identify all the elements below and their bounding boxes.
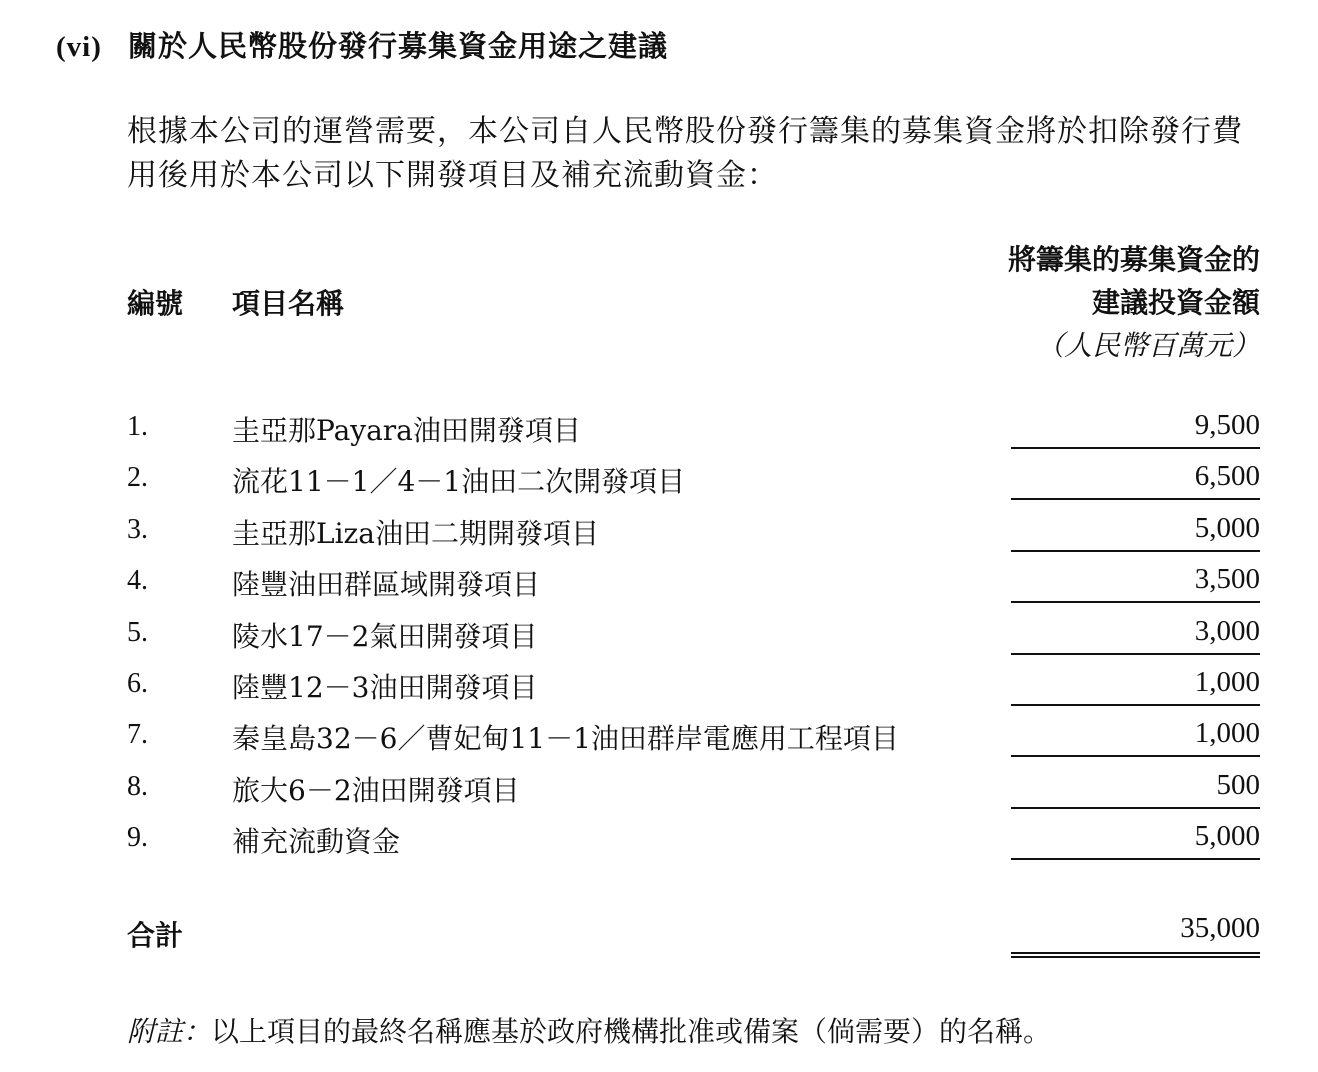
row-project-name: 陸豐12－3油田開發項目 — [232, 670, 538, 704]
table-row — [0, 715, 1318, 766]
table-row — [0, 407, 1318, 458]
row-amount: 5,000 — [1011, 820, 1260, 860]
row-number: 8. — [127, 770, 148, 802]
row-amount: 3,000 — [1011, 615, 1260, 655]
row-project-name: 補充流動資金 — [232, 825, 401, 859]
row-amount: 500 — [1011, 769, 1260, 809]
row-number: 9. — [127, 822, 148, 854]
column-header-amount-line2: 建議投資金額 — [1091, 286, 1260, 319]
row-project-name: 陵水17－2氣田開發項目 — [232, 619, 538, 653]
row-amount: 5,000 — [1011, 512, 1260, 552]
table-row — [0, 613, 1318, 664]
row-amount: 3,500 — [1011, 563, 1260, 603]
row-number: 6. — [127, 667, 148, 699]
row-project-name: 旅大6－2油田開發項目 — [232, 773, 520, 807]
total-label: 合計 — [127, 919, 184, 952]
table-row — [0, 767, 1318, 818]
row-project-name: 圭亞那Payara油田開發項目 — [232, 414, 581, 447]
row-project-name: 圭亞那Liza油田二期開發項目 — [232, 516, 599, 550]
total-amount: 35,000 — [1011, 912, 1260, 958]
row-number: 1. — [127, 411, 148, 442]
section-title: 關於人民幣股份發行募集資金用途之建議 — [128, 29, 669, 63]
row-number: 2. — [127, 462, 148, 494]
row-amount: 1,000 — [1011, 717, 1260, 757]
row-project-name: 秦皇島32－6／曹妃甸11－1油田群岸電應用工程項目 — [232, 722, 899, 756]
footnote — [127, 1010, 1051, 1050]
section-heading — [56, 24, 668, 65]
footnote-label: 附註： — [127, 1015, 212, 1048]
footnote-text: 以上項目的最終名稱應基於政府機構批准或備案（倘需要）的名稱。 — [211, 1015, 1052, 1048]
row-amount: 1,000 — [1011, 666, 1260, 706]
table-row — [0, 818, 1318, 869]
column-header-amount-unit: （人民幣百萬元） — [1035, 329, 1260, 362]
project-table — [0, 407, 1318, 870]
row-number: 5. — [127, 616, 148, 648]
row-project-name: 流花11－1／4－1油田二次開發項目 — [232, 465, 686, 499]
column-header-amount — [1008, 238, 1260, 367]
row-project-name: 陸豐油田群區域開發項目 — [232, 568, 541, 602]
table-row — [0, 458, 1318, 509]
column-header-project-name: 項目名稱 — [232, 287, 345, 320]
row-amount: 9,500 — [1011, 409, 1260, 449]
row-number: 7. — [127, 719, 148, 751]
column-header-number: 編號 — [127, 287, 184, 320]
section-number: (vi) — [56, 31, 102, 63]
row-number: 3. — [127, 513, 148, 545]
row-number: 4. — [127, 565, 148, 597]
table-row — [0, 510, 1318, 561]
intro-paragraph: 根據本公司的運營需要，本公司自人民幣股份發行籌集的募集資金將於扣除發行費用後用於本公司以下開發項目及補充流動資金： — [127, 114, 1243, 193]
column-header-amount-line1: 將籌集的募集資金的 — [1007, 243, 1260, 276]
table-row — [0, 664, 1318, 715]
table-row — [0, 561, 1318, 612]
row-amount: 6,500 — [1011, 460, 1260, 500]
